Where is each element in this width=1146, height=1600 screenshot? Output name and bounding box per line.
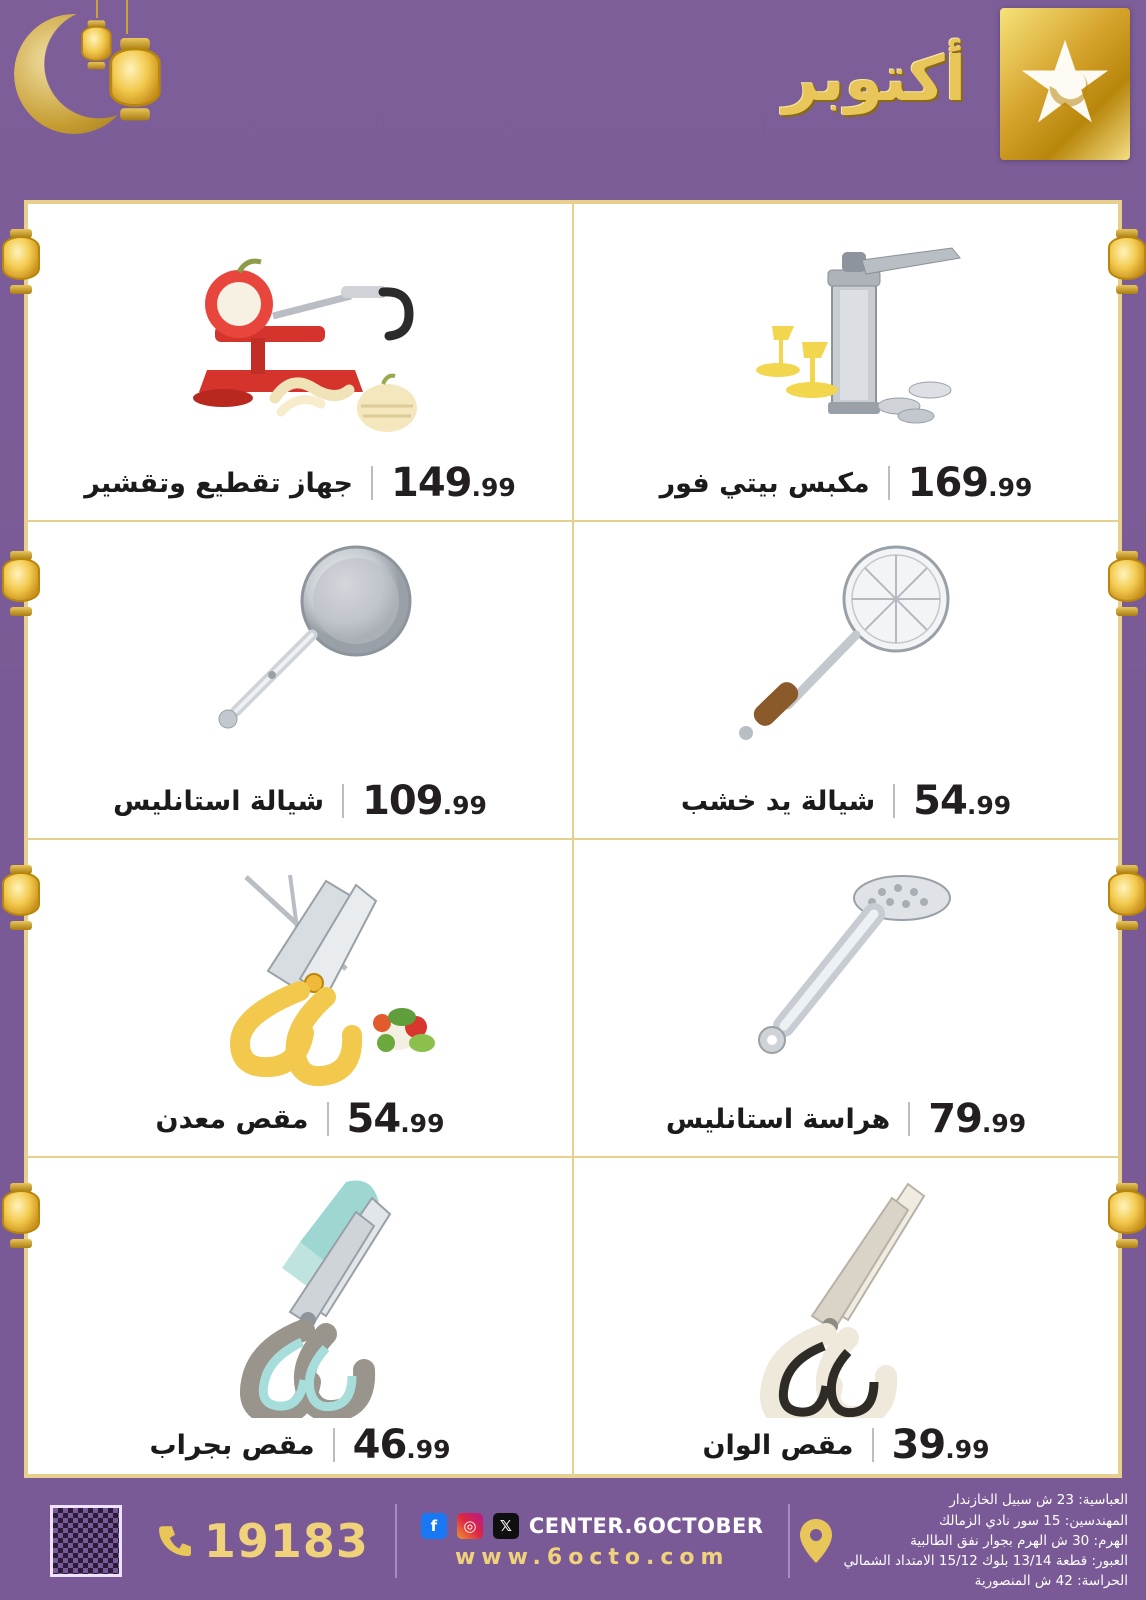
product-info (574, 1418, 1118, 1475)
product-name: مقص بجراب (149, 1429, 315, 1461)
lantern-icon (0, 548, 42, 618)
social-block (405, 1513, 780, 1570)
product-card[interactable] (27, 521, 573, 839)
kitchen-shears-icon (28, 840, 572, 1092)
product-info (28, 1092, 572, 1156)
divider (342, 784, 344, 818)
store-addresses (798, 1490, 1128, 1591)
product-price: 169.99 (907, 460, 1033, 506)
qr-code[interactable] (50, 1505, 122, 1577)
x-twitter-icon[interactable]: 𝕏 (493, 1513, 519, 1539)
lantern-icon (1104, 862, 1146, 932)
scissors-with-sheath-icon (28, 1158, 572, 1418)
product-price: 149.99 (390, 460, 516, 506)
brand (783, 42, 966, 115)
product-card[interactable] (27, 203, 573, 521)
divider (395, 1504, 397, 1578)
product-info (28, 456, 572, 520)
divider (788, 1504, 790, 1578)
star-icon (1017, 36, 1113, 132)
address-line: الحراسة: 42 ش المنصورية (974, 1573, 1128, 1590)
social-handle: CENTER.6OCTOBER (528, 1513, 764, 1538)
product-card[interactable] (27, 839, 573, 1157)
product-price: 109.99 (362, 778, 487, 824)
divider (327, 1102, 329, 1136)
stainless-skimmer-icon (28, 522, 572, 774)
product-info (574, 456, 1118, 520)
logo-badge (1000, 8, 1130, 160)
product-name: شيالة استانليس (113, 785, 325, 817)
product-card[interactable] (27, 1157, 573, 1475)
divider (333, 1428, 335, 1462)
lantern-icon (1104, 1180, 1146, 1250)
header (0, 0, 1146, 196)
lantern-icon (1104, 548, 1146, 618)
instagram-icon[interactable]: ◎ (457, 1513, 483, 1539)
product-info (28, 1418, 572, 1475)
brand-name: أكتوبر (782, 42, 966, 115)
website-url[interactable]: www.6octo.com (454, 1544, 730, 1570)
product-name: شيالة يد خشب (680, 785, 876, 817)
lantern-icon (78, 18, 115, 71)
address-line: العباسية: 23 ش سبيل الخازندار (949, 1492, 1128, 1509)
moon-lantern-decoration (0, 0, 220, 190)
divider (893, 784, 895, 818)
divider (872, 1428, 874, 1462)
wooden-handle-skimmer-icon (574, 522, 1118, 774)
footer (0, 1482, 1146, 1600)
product-price: 54.99 (913, 778, 1012, 824)
lantern-icon (0, 862, 42, 932)
product-card[interactable] (573, 839, 1119, 1157)
product-price: 79.99 (928, 1096, 1027, 1142)
colored-scissors-icon (574, 1158, 1118, 1418)
product-grid (24, 200, 1122, 1478)
product-card[interactable] (573, 521, 1119, 839)
product-name: مقص معدن (155, 1103, 309, 1135)
cookie-press-icon (574, 204, 1118, 456)
product-info (574, 1092, 1118, 1156)
product-price: 39.99 (891, 1422, 990, 1468)
product-card[interactable] (573, 1157, 1119, 1475)
divider (888, 466, 890, 500)
map-pin-icon (798, 1517, 834, 1565)
product-name: مكبس بيتي فور (659, 467, 870, 499)
product-name: جهاز تقطيع وتقشير (84, 467, 353, 499)
lantern-icon (1104, 226, 1146, 296)
divider (908, 1102, 910, 1136)
address-line: العبور: قطعة 13/14 بلوك 15/12 الامتداد الشمالي (843, 1553, 1128, 1570)
product-card[interactable] (573, 203, 1119, 521)
product-info (28, 774, 572, 838)
phone-number: 19183 (203, 1514, 369, 1568)
meat-tenderizer-icon (574, 840, 1118, 1092)
address-line: الهرم: 30 ش الهرم بجوار نفق الطالبية (910, 1532, 1128, 1549)
phone-block[interactable] (140, 1514, 387, 1568)
lantern-icon (0, 226, 42, 296)
product-price: 54.99 (346, 1096, 445, 1142)
address-line: المهندسين: 15 سور نادي الزمالك (938, 1512, 1128, 1529)
apple-peeler-icon (28, 204, 572, 456)
divider (371, 466, 373, 500)
lantern-icon (0, 1180, 42, 1250)
phone-icon (158, 1522, 192, 1560)
product-price: 46.99 (352, 1422, 451, 1468)
product-name: مقص الوان (702, 1429, 854, 1461)
product-name: هراسة استانليس (665, 1103, 891, 1135)
facebook-icon[interactable]: f (421, 1513, 447, 1539)
product-info (574, 774, 1118, 838)
